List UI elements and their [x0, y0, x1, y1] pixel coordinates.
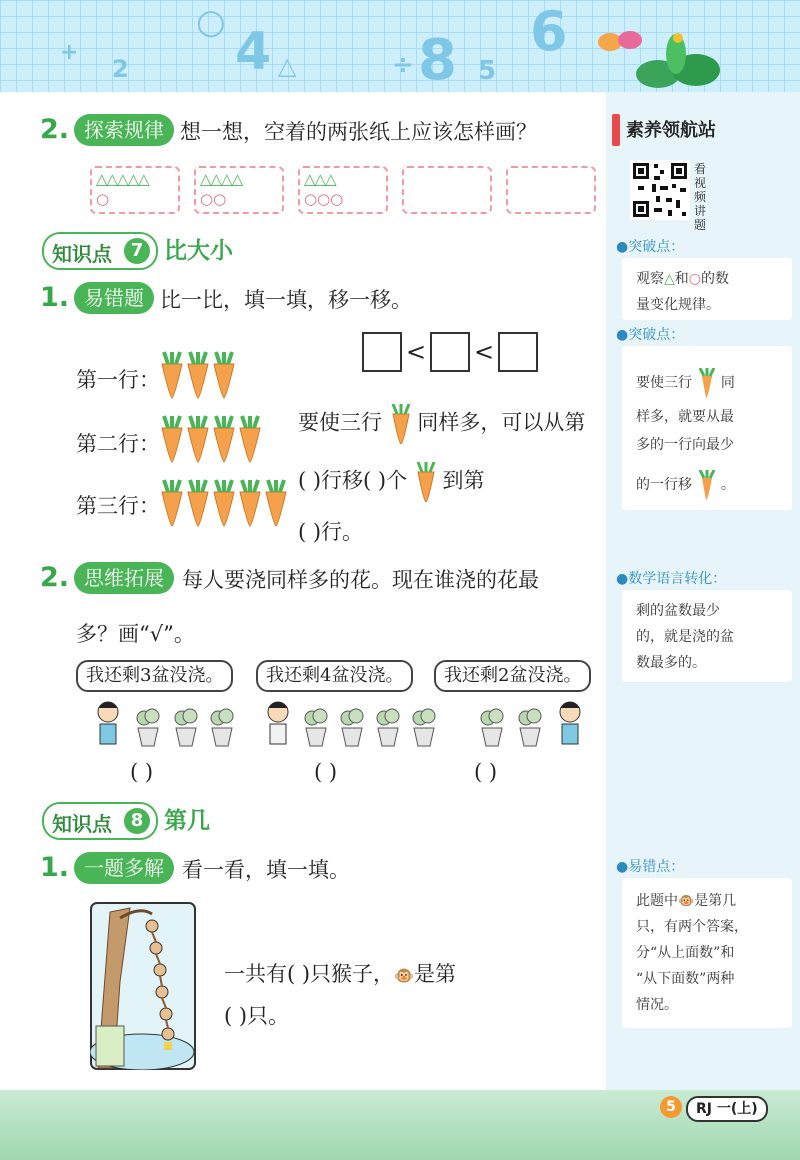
question-number: 1. [40, 852, 70, 883]
question-badge: 一题多解 [74, 852, 174, 884]
edition-label: RJ 一(上) [686, 1096, 768, 1122]
carrot-icon [696, 470, 716, 500]
instruction-text: ( )行。 [298, 520, 364, 544]
divide-decoration: ÷ [392, 50, 414, 80]
circles-row: ○○ [200, 190, 227, 208]
less-than-symbol: < [474, 338, 495, 366]
tip-text: 观察△和○的数 [636, 271, 729, 287]
speech-bubble: 我还剩4盆没浇。 [256, 660, 413, 692]
tip-tag: ●突破点： [616, 327, 685, 343]
carrot-icon [389, 404, 411, 444]
pattern-card [298, 166, 388, 214]
qr-code-icon[interactable] [630, 160, 690, 220]
tip-box [622, 258, 792, 320]
pattern-card-empty[interactable] [506, 166, 596, 214]
tip-text: 样多，就要从最 [636, 409, 734, 425]
carrot-icon [162, 416, 182, 462]
circles-row: ○○○ [304, 190, 344, 208]
pattern-card [194, 166, 284, 214]
carrot-icon [162, 480, 182, 526]
carrot-icon [240, 416, 260, 462]
pattern-card-empty[interactable] [402, 166, 492, 214]
speech-bubble: 我还剩2盆没浇。 [434, 660, 591, 692]
question-badge: 思维拓展 [74, 562, 174, 594]
question-number: 1. [40, 282, 70, 313]
kid-with-pots [94, 698, 244, 754]
carrot-icon [188, 352, 208, 398]
tip-text: 分“从上面数”和 [636, 945, 735, 961]
carrot-icon [414, 462, 436, 502]
triangle-icon: △ [664, 271, 675, 287]
page-header-banner [0, 0, 800, 92]
tip-text: 剩的盆数最少 [636, 603, 720, 619]
number-decoration: 4 [235, 22, 272, 82]
tip-text: 量变化规律。 [636, 297, 720, 313]
tip-text: 的，就是浇的盆 [636, 629, 734, 645]
carrot-icon [188, 416, 208, 462]
monkey-icon [154, 964, 166, 976]
flower-pot-icon [175, 709, 197, 746]
child-icon [560, 702, 580, 744]
monkey-icon [150, 942, 162, 954]
triangles-row: △△△ [304, 170, 336, 188]
tip-tag: ●突破点： [616, 239, 685, 255]
flower-pot-icon [137, 709, 159, 746]
question-text: 每人要浇同样多的花。现在谁浇的花最 [182, 568, 539, 592]
carrot-row [156, 414, 266, 464]
instruction-text: 要使三行 同样多，可以从第 [298, 404, 585, 444]
tip-box [622, 346, 792, 510]
answer-blank[interactable]: ( ) [314, 760, 338, 784]
tip-text: 只，有两个答案， [636, 919, 748, 935]
carrot-icon [214, 352, 234, 398]
monkey-icon [146, 920, 158, 932]
instruction-text: 一共有( )只猴子，🐵是第 [224, 962, 456, 986]
question-badge: 易错题 [74, 282, 154, 314]
question-text: 比一比，填一填，移一移。 [160, 288, 412, 312]
child-icon [98, 702, 118, 744]
monkey-icon [160, 1008, 172, 1020]
plant-icon [636, 30, 726, 92]
flower-pot-icon [519, 709, 541, 746]
triangle-decoration: △ [278, 52, 297, 80]
circle-decoration: ○ [196, 2, 226, 42]
tip-text: 多的一行向最少 [636, 437, 734, 453]
circles-row: ○ [96, 190, 110, 208]
qr-label: 看视频讲题 [694, 162, 707, 232]
carrot-icon [266, 480, 286, 526]
answer-box[interactable] [362, 332, 402, 372]
number-decoration: 8 [418, 28, 457, 92]
answer-blank[interactable]: ( ) [474, 760, 498, 784]
monkey-icon [156, 986, 168, 998]
monkey-face-icon: 🐵 [394, 966, 414, 985]
number-decoration: 5 [478, 56, 497, 86]
flower-pot-icon [413, 709, 435, 746]
carrot-icon [162, 352, 182, 398]
tip-text: 数最多的。 [636, 655, 706, 671]
answer-box[interactable] [430, 332, 470, 372]
tip-box [622, 590, 792, 682]
row-label: 第三行： [76, 494, 160, 518]
row-label: 第一行： [76, 368, 160, 392]
question-text: 看一看，填一填。 [182, 858, 350, 882]
kid-with-pots [262, 698, 452, 754]
tip-box [622, 878, 792, 1028]
carrot-icon [188, 480, 208, 526]
plus-decoration: + [60, 40, 79, 65]
question-number: 2. [40, 562, 70, 593]
knowledge-point-title: 第几 [164, 808, 210, 834]
pattern-card [90, 166, 180, 214]
tip-tag: ●易错点： [616, 859, 685, 875]
monkey-face-icon: 🐵 [678, 894, 695, 909]
question-number: 2. [40, 114, 70, 145]
tip-text: “从下面数”两种 [636, 971, 735, 987]
tip-tag: ●数学语言转化： [616, 571, 727, 587]
tip-text: 此题中🐵是第几 [636, 893, 737, 909]
carrot-row [156, 350, 240, 400]
triangles-row: △△△△△ [96, 170, 149, 188]
carrot-icon [240, 480, 260, 526]
carrot-icon [696, 368, 716, 398]
kid-with-pots [478, 698, 590, 754]
question-text: 多？画“√”。 [76, 622, 195, 646]
tip-text: 要使三行 同 [636, 368, 735, 398]
speech-bubble: 我还剩3盆没浇。 [76, 660, 233, 692]
tip-text: 的一行移 。 [636, 470, 735, 500]
carrot-icon [214, 480, 234, 526]
flower-pot-icon [481, 709, 503, 746]
number-decoration: 6 [530, 0, 568, 63]
carrot-icon [214, 416, 234, 462]
question-badge: 探索规律 [74, 114, 174, 146]
number-decoration: 2 [112, 55, 129, 83]
knowledge-point-title: 比大小 [164, 238, 233, 264]
instruction-text: ( )行移( )个 到第 [298, 462, 485, 502]
flower-pot-icon [211, 709, 233, 746]
sidebar-title-marker [612, 114, 620, 146]
page-number: 5 [660, 1096, 682, 1118]
triangles-row: △△△△ [200, 170, 243, 188]
flower-pot-icon [305, 709, 327, 746]
monkeys-on-tree-picture [90, 902, 196, 1070]
circle-icon: ○ [688, 271, 701, 287]
child-icon [268, 702, 288, 744]
sidebar-title: 素养领航站 [626, 120, 716, 141]
less-than-symbol: < [406, 338, 427, 366]
answer-box[interactable] [498, 332, 538, 372]
question-text: 想一想，空着的两张纸上应该怎样画？ [180, 120, 537, 144]
knowledge-point-badge: 知识点 7 [42, 232, 158, 270]
tip-text: 情况。 [636, 997, 678, 1013]
flower-pot-icon [341, 709, 363, 746]
flower-pot-icon [377, 709, 399, 746]
answer-blank[interactable]: ( ) [130, 760, 154, 784]
instruction-text: ( )只。 [224, 1004, 290, 1028]
row-label: 第二行： [76, 432, 160, 456]
monkey-icon [162, 1028, 174, 1040]
carrot-row [156, 478, 292, 528]
knowledge-point-badge: 知识点 8 [42, 802, 158, 840]
